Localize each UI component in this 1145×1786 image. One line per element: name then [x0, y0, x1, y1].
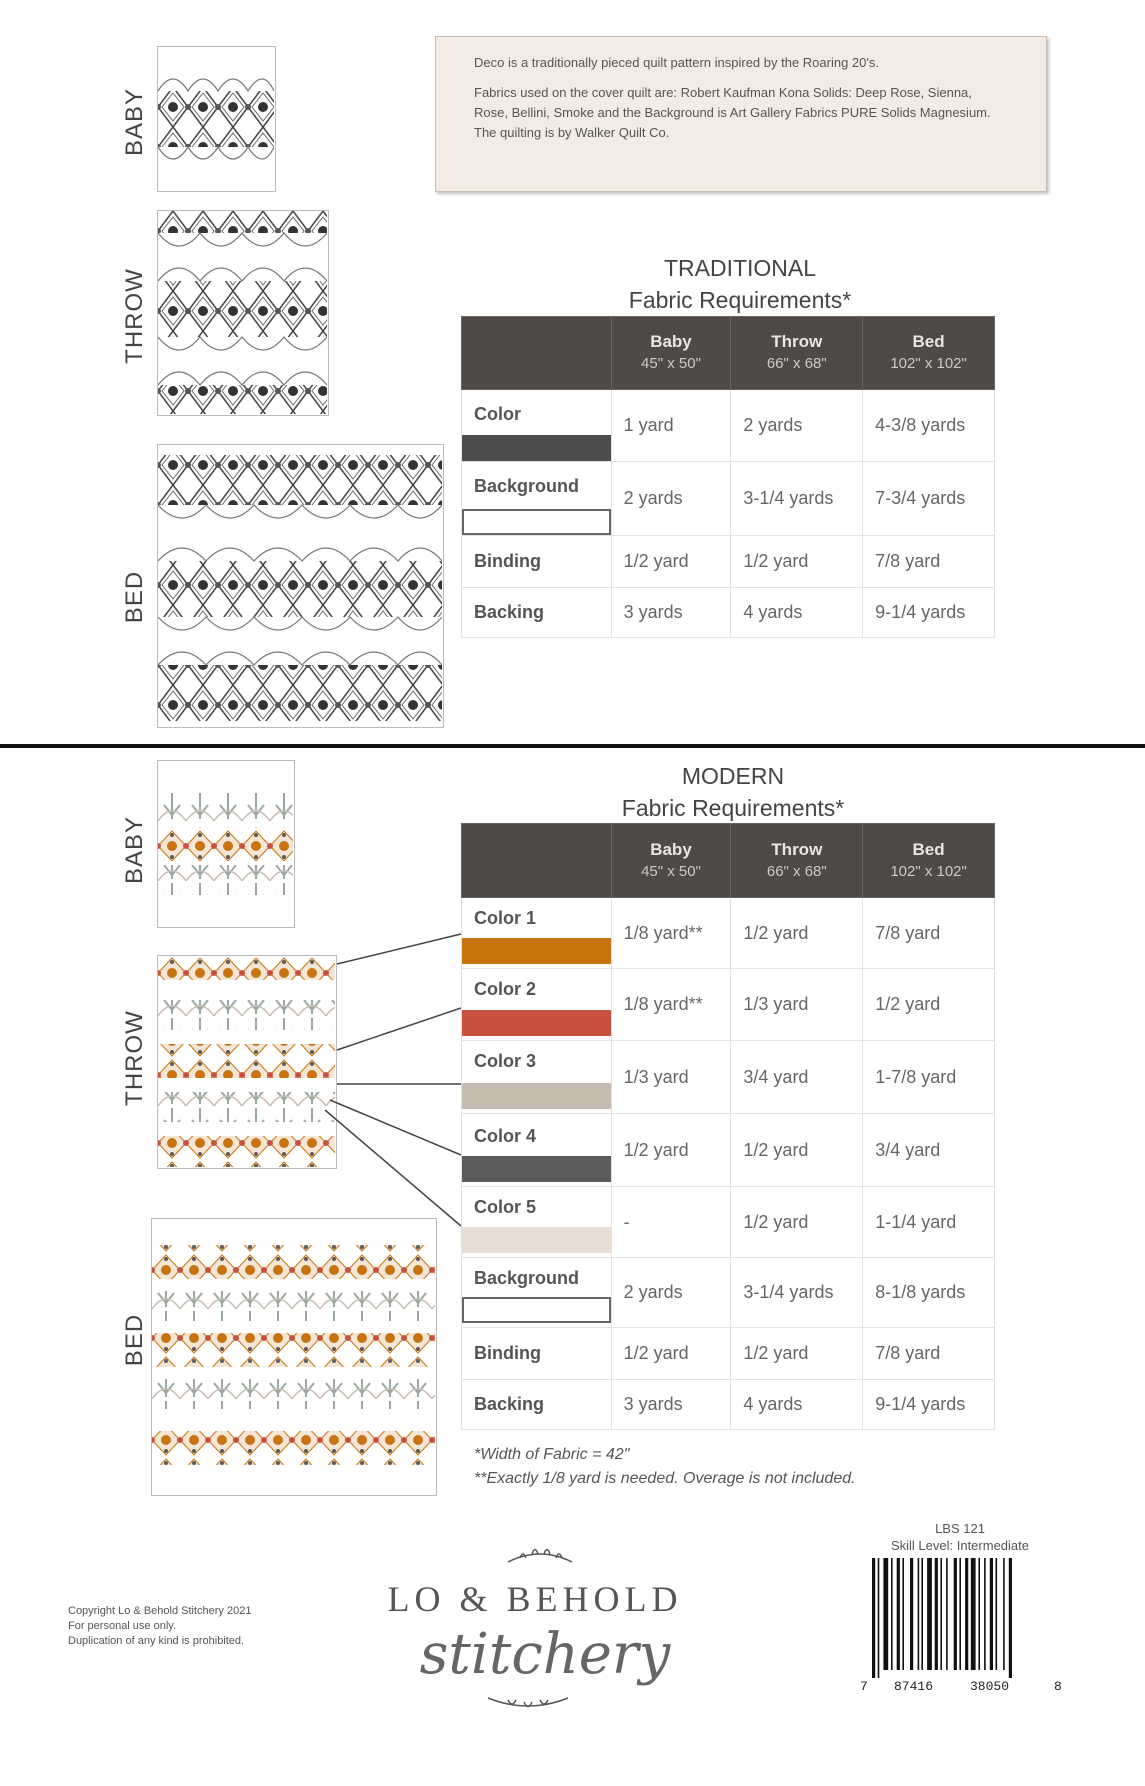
modern-title	[553, 760, 913, 824]
size-label-throw-modern: THROW	[121, 1010, 148, 1106]
table-row	[462, 1041, 995, 1114]
size-label-baby-traditional: BABY	[121, 87, 148, 157]
row-label: Color 3	[474, 1051, 537, 1071]
brand-logo-script: stitchery	[419, 1622, 671, 1687]
table-cell: 2 yards	[611, 462, 731, 536]
table-row	[462, 1258, 995, 1328]
table-header-baby: Baby 45" x 50"	[611, 317, 731, 390]
row-label: Binding	[474, 551, 541, 571]
logo-flourish-bottom	[478, 1692, 578, 1716]
modern-title-main: MODERN	[681, 763, 785, 789]
modern-title-sub: Fabric Requirements*	[621, 795, 845, 821]
size-label-baby-modern: BABY	[121, 815, 148, 885]
table-cell: 4 yards	[731, 1380, 863, 1430]
table-cell: 1/2 yard	[611, 536, 731, 588]
footnote-width-of-fabric: *Width of Fabric = 42"	[474, 1446, 630, 1463]
table-cell: 2 yards	[731, 390, 863, 462]
color-swatch	[462, 1227, 611, 1253]
brand-logo-wordmark: LO & BEHOLD	[387, 1579, 683, 1619]
table-cell: 9-1/4 yards	[863, 588, 995, 638]
traditional-title-main: TRADITIONAL	[663, 255, 817, 281]
table-cell: 4 yards	[731, 588, 863, 638]
barcode	[858, 1554, 1064, 1694]
pattern-sku	[860, 1520, 1060, 1554]
barcode-digits-right: 38050	[970, 1679, 1010, 1694]
logo-flourish-top	[500, 1540, 580, 1568]
table-header-bed: Bed 102" x 102"	[863, 317, 995, 390]
modern-requirements-table	[461, 823, 995, 1430]
table-cell: 8-1/8 yards	[863, 1258, 995, 1328]
table-cell: 1/2 yard	[731, 1187, 863, 1258]
row-label: Color 4	[474, 1126, 537, 1146]
table-cell: 1/2 yard	[731, 536, 863, 588]
row-label: Binding	[474, 1343, 541, 1363]
barcode-digits-left: 87416	[894, 1679, 934, 1694]
info-quilting: The quilting is by Walker Quilt Co.	[474, 125, 670, 140]
table-row	[462, 1328, 995, 1380]
table-cell: 3/4 yard	[731, 1041, 863, 1114]
size-label-throw-traditional: THROW	[121, 268, 148, 364]
table-cell: 4-3/8 yards	[863, 390, 995, 462]
row-label: Backing	[474, 1394, 545, 1414]
row-label: Color 5	[474, 1197, 537, 1217]
table-cell: -	[611, 1187, 731, 1258]
sku-code: LBS 121	[935, 1521, 985, 1536]
table-cell: 3/4 yard	[863, 1114, 995, 1187]
copyright-line: Duplication of any kind is prohibited.	[68, 1635, 245, 1647]
skill-level: Skill Level: Intermediate	[890, 1538, 1029, 1553]
table-cell: 1/2 yard	[611, 1328, 731, 1380]
table-cell: 1/8 yard**	[611, 969, 731, 1041]
table-cell: 3 yards	[611, 588, 731, 638]
table-header-bed: Bed 102" x 102"	[863, 824, 995, 898]
size-label-bed-modern: BED	[121, 1313, 148, 1367]
table-cell: 1/2 yard	[731, 898, 863, 969]
copyright-line: For personal use only.	[68, 1620, 177, 1632]
table-cell: 2 yards	[611, 1258, 731, 1328]
row-label: Color 1	[474, 908, 537, 928]
table-cell: 1/3 yard	[731, 969, 863, 1041]
table-cell: 1/8 yard**	[611, 898, 731, 969]
table-cell: 7/8 yard	[863, 1328, 995, 1380]
table-cell: 3 yards	[611, 1380, 731, 1430]
copyright-line: Copyright Lo & Behold Stitchery 2021	[68, 1605, 252, 1617]
table-row	[462, 1114, 995, 1187]
table-cell: 9-1/4 yards	[863, 1380, 995, 1430]
row-label: Background	[474, 1268, 580, 1288]
footnote-exact-yardage: **Exactly 1/8 yard is needed. Overage is not included.	[474, 1470, 856, 1487]
traditional-title-sub: Fabric Requirements*	[628, 287, 852, 313]
table-cell: 7/8 yard	[863, 898, 995, 969]
table-row	[462, 1380, 995, 1430]
info-fabrics: Fabrics used on the cover quilt are: Robert Kaufman Kona Solids: Deep Rose, Sienna, Rose, Bellini, Smoke and the Background is Art Gallery Fabrics PURE Solids Magnesium.	[474, 85, 991, 120]
size-label-bed-traditional: BED	[121, 570, 148, 624]
color-swatch	[462, 1156, 611, 1182]
background-swatch	[462, 1297, 611, 1323]
table-row	[462, 969, 995, 1041]
table-cell: 1/2 yard	[863, 969, 995, 1041]
row-label: Color	[474, 404, 521, 424]
barcode-digit-check: 8	[1054, 1679, 1062, 1694]
table-header-blank	[462, 824, 612, 898]
table-cell: 1-7/8 yard	[863, 1041, 995, 1114]
color-swatch	[462, 1010, 611, 1036]
table-cell: 3-1/4 yards	[731, 1258, 863, 1328]
table-header-throw: Throw 66" x 68"	[731, 317, 863, 390]
table-cell: 1/3 yard	[611, 1041, 731, 1114]
barcode-digit-lead: 7	[860, 1679, 868, 1694]
row-label: Color 2	[474, 979, 537, 999]
table-cell: 7/8 yard	[863, 536, 995, 588]
table-cell: 7-3/4 yards	[863, 462, 995, 536]
table-row	[462, 898, 995, 969]
color-swatch	[462, 938, 611, 964]
table-cell: 3-1/4 yards	[731, 462, 863, 536]
table-row	[462, 1187, 995, 1258]
table-header-throw: Throw 66" x 68"	[731, 824, 863, 898]
table-cell: 1 yard	[611, 390, 731, 462]
color-swatch	[462, 1083, 611, 1109]
table-cell: 1/2 yard	[731, 1328, 863, 1380]
table-cell: 1/2 yard	[611, 1114, 731, 1187]
row-label: Backing	[474, 602, 545, 622]
info-intro: Deco is a traditionally pieced quilt pattern inspired by the Roaring 20's.	[474, 55, 879, 70]
copyright-notice	[68, 1604, 251, 1649]
table-header-baby: Baby 45" x 50"	[611, 824, 731, 898]
row-label: Background	[474, 476, 580, 496]
table-cell: 1/2 yard	[731, 1114, 863, 1187]
table-cell: 1-1/4 yard	[863, 1187, 995, 1258]
